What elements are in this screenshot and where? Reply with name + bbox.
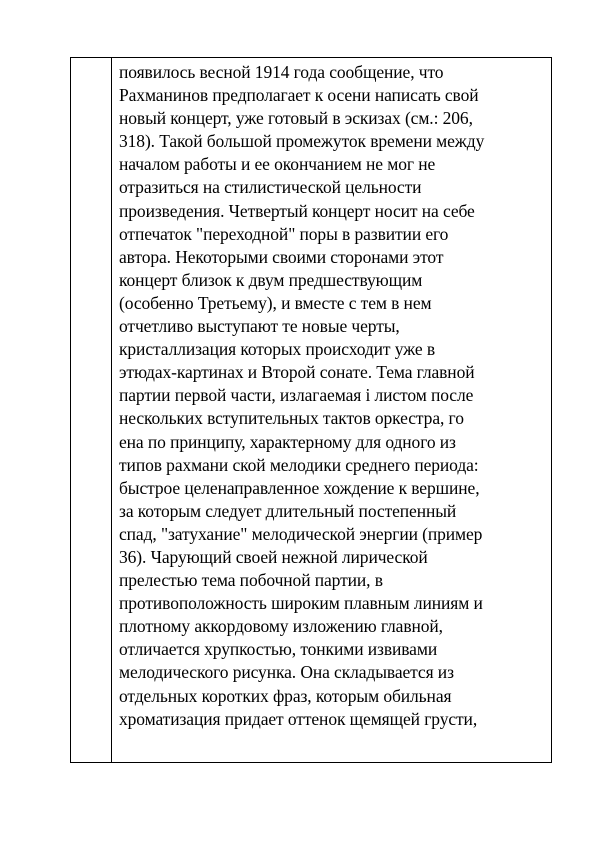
text-line: этюдах-картинах и Второй сонате. Тема главной [119, 362, 475, 383]
text-line: концерт близок к двум предшествующим [119, 269, 423, 290]
column-divider [111, 58, 112, 762]
document-table [70, 57, 552, 763]
text-line: отличается хрупкостью, тонкими извивами [119, 639, 438, 660]
text-line: появилось весной 1914 года сообщение, что [119, 62, 444, 82]
text-line: отразиться на стилистической цельности [119, 177, 422, 198]
text-line: хроматизация придает оттенок щемящей грусти, [119, 708, 478, 729]
text-line: нескольких вступительных тактов оркестра, го [119, 408, 464, 429]
text-line: началом работы и ее окончанием не мог не [119, 154, 436, 175]
text-line: быстрое целенаправленное хождение к вершине, [119, 477, 480, 498]
text-line: (особенно Третьему), и вместе с тем в нем [119, 292, 432, 313]
text-line: Рахманинов предполагает к осени написать свой [119, 85, 479, 106]
text-line: новый концерт, уже готовый в эскизах (см.: 206, [119, 108, 473, 129]
text-line: отпечаток "переходной" поры в развитии его [119, 223, 449, 244]
text-line: типов рахмани ской мелодики среднего периода: [119, 454, 479, 475]
text-line: 36). Чарующий своей нежной лирической [119, 546, 428, 567]
text-line: отдельных коротких фраз, которым обильная [119, 685, 452, 706]
text-line: произведения. Четвертый концерт носит на себе [119, 200, 475, 221]
text-line: автора. Некоторыми своими сторонами этот [119, 246, 444, 267]
text-line: прелестью тема побочной партии, в [119, 570, 383, 591]
text-line: плотному аккордовому изложению главной, [119, 616, 443, 637]
text-line: спад, "затухание" мелодической энергии (пример [119, 523, 483, 544]
text-line: противоположность широким плавным линиям и [119, 593, 483, 614]
text-line: мелодического рисунка. Она складывается из [119, 662, 454, 683]
text-line: ена по принципу, характерному для одного из [119, 431, 456, 452]
text-line: партии первой части, излагаемая і листом после [119, 385, 474, 406]
text-line: 318). Такой большой промежуток времени между [119, 131, 485, 152]
text-line: кристаллизация которых происходит уже в [119, 339, 436, 360]
text-line: отчетливо выступают те новые черты, [119, 316, 400, 337]
text-cell [119, 61, 547, 731]
text-line: за которым следует длительный постепенный [119, 500, 457, 521]
